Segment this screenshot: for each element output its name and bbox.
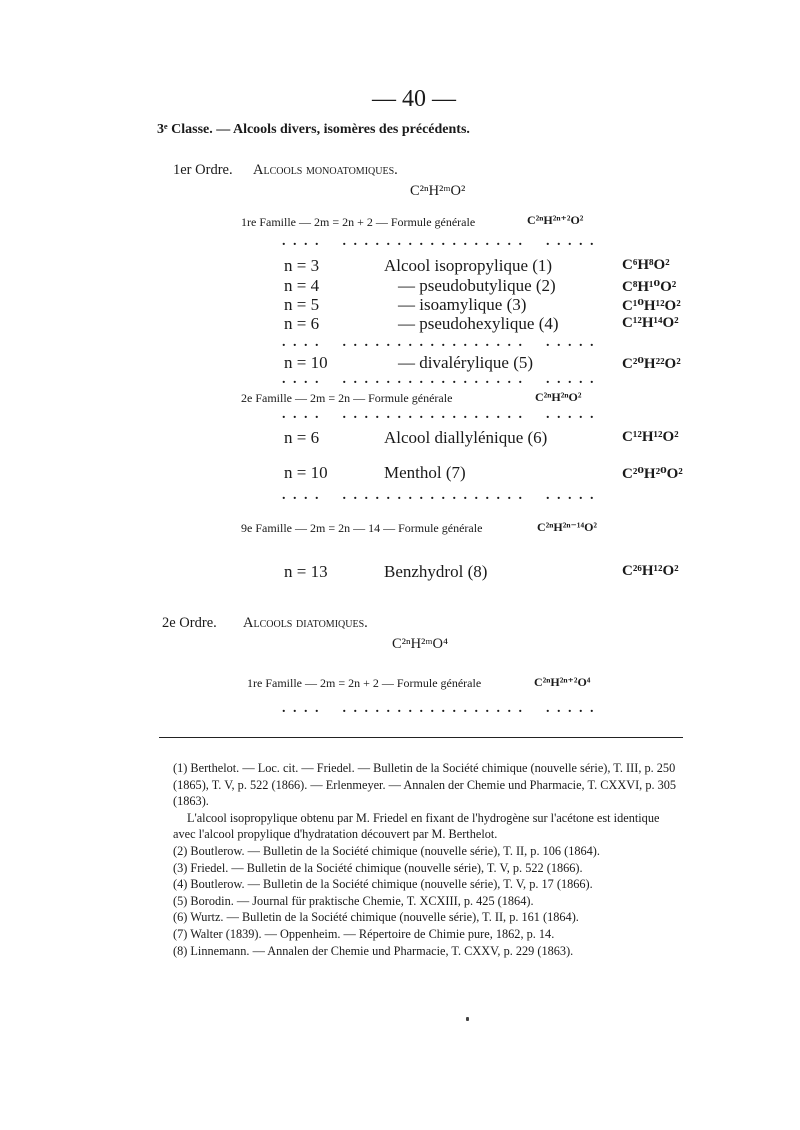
family2-formula: C²ⁿH²ⁿO²: [535, 390, 582, 404]
family1-formula: C²ⁿH²ⁿ⁺²O²: [527, 213, 584, 227]
footnote: (2) Boutlerow. — Bulletin de la Société chimique (nouvelle série), T. II, p. 106 (1864).: [173, 843, 600, 858]
row-name: — pseudohexylique (4): [398, 314, 559, 333]
order2-family1-formula: C²ⁿH²ⁿ⁺²O⁴: [534, 675, 591, 689]
row-n: n = 6: [284, 428, 320, 447]
row-n: n = 10: [284, 463, 328, 482]
row-name: — divalérylique (5): [398, 353, 534, 372]
dots-row: . . . . . . . . . . . . . . . . . . . . . . . . . .: [282, 372, 596, 387]
dots-row: . . . . . . . . . . . . . . . . . . . . . . . . . .: [282, 488, 596, 503]
family2-heading: 2e Famille — 2m = 2n — Formule générale: [241, 391, 453, 405]
family9-formula: C²ⁿH²ⁿ⁻¹⁴O²: [537, 520, 597, 534]
dots-row: . . . . . . . . . . . . . . . . . . . . . . . . . .: [282, 234, 596, 249]
dots-row: . . . . . . . . . . . . . . . . . . . . . . . . . .: [282, 407, 596, 422]
dots-row: . . . . . . . . . . . . . . . . . . . . . . . . . .: [282, 701, 596, 716]
family1-heading: 1re Famille — 2m = 2n + 2 — Formule générale: [241, 215, 476, 229]
order1-title: Alcools monoatomiques.: [253, 162, 398, 178]
row-formula: C⁶H⁸O²: [622, 257, 670, 273]
row-formula: C⁸H¹⁰O²: [622, 279, 677, 295]
footnotes: [173, 760, 685, 959]
class-heading: 3ᵉ Classe. — Alcools divers, isomères des précédents.: [157, 122, 470, 137]
footnote-rule: [159, 737, 683, 738]
page-number: — 40 —: [372, 86, 456, 112]
row-name: Alcool isopropylique (1): [384, 256, 553, 275]
order2-label: 2e Ordre.: [162, 615, 217, 631]
row-formula: C²⁰H²⁰O²: [622, 466, 683, 482]
order2-title: Alcools diatomiques.: [243, 615, 368, 631]
footnote: (6) Wurtz. — Bulletin de la Société chimique (nouvelle série), T. II, p. 161 (1864).: [173, 910, 579, 925]
order1-label: 1er Ordre.: [173, 162, 233, 178]
order2-family1-heading: 1re Famille — 2m = 2n + 2 — Formule générale: [247, 676, 482, 690]
row-name: Menthol (7): [384, 463, 466, 482]
row-n: n = 3: [284, 256, 320, 275]
family9-heading: 9e Famille — 2m = 2n — 14 — Formule générale: [241, 521, 483, 535]
footnote: (4) Boutlerow. — Bulletin de la Société chimique (nouvelle série), T. V, p. 17 (1866).: [173, 877, 593, 892]
row-formula: C¹²H¹⁴O²: [622, 315, 679, 331]
footnote: (7) Walter (1839). — Oppenheim. — Répertoire de Chimie pure, 1862, p. 14.: [173, 926, 555, 941]
footnote: (3) Friedel. — Bulletin de la Société chimique (nouvelle série), T. V, p. 522 (1866).: [173, 860, 583, 875]
row-name: — pseudobutylique (2): [398, 276, 556, 295]
row-name: — isoamylique (3): [398, 295, 527, 314]
row-name: Benzhydrol (8): [384, 562, 488, 581]
footnote: (8) Linnemann. — Annalen der Chemie und Pharmacie, T. CXXV, p. 229 (1863).: [173, 943, 574, 958]
row-name: Alcool diallylénique (6): [384, 428, 548, 447]
row-formula: C²⁶H¹²O²: [622, 563, 679, 579]
row-formula: C¹²H¹²O²: [622, 429, 679, 445]
footnote: L'alcool isopropylique obtenu par M. Friedel en fixant de l'hydrogène sur l'acétone est identique avec l'alcool propylique d'hydratation découvert par M. Berthelot.: [173, 810, 660, 842]
order1-general-formula: C²ⁿH²ᵐO²: [410, 183, 466, 199]
row-n: n = 13: [284, 562, 328, 581]
dots-row: . . . . . . . . . . . . . . . . . . . . . . . . . .: [282, 335, 596, 350]
order2-general-formula: C²ⁿH²ᵐO⁴: [392, 636, 449, 652]
row-n: n = 6: [284, 314, 320, 333]
row-n: n = 10: [284, 353, 328, 372]
ink-speck: [466, 1017, 469, 1021]
row-n: n = 5: [284, 295, 320, 314]
row-n: n = 4: [284, 276, 320, 295]
footnote: (1) Berthelot. — Loc. cit. — Friedel. — Bulletin de la Société chimique (nouvelle série), T. III, p. 250 (1865), T. V, p. 522 (1866). — Erlenmeyer. — Annalen der Chemie und Pharmacie, T. CXXVI, p. 305 (1863).: [173, 761, 677, 809]
footnote: (5) Borodin. — Journal für praktische Chemie, T. XCXIII, p. 425 (1864).: [173, 893, 534, 908]
row-formula: C²⁰H²²O²: [622, 356, 681, 372]
row-formula: C¹⁰H¹²O²: [622, 298, 681, 314]
